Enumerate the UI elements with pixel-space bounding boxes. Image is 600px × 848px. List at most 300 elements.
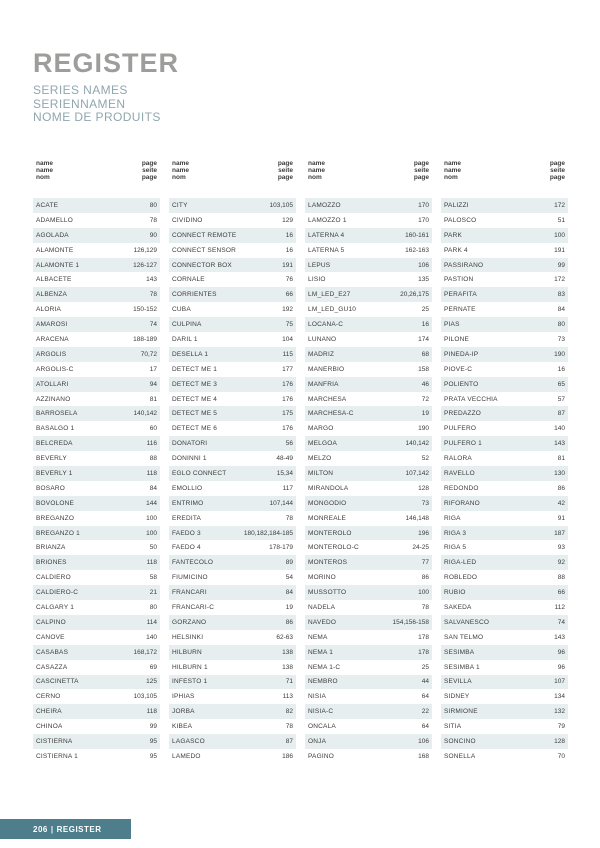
series-name: PALIZZI — [444, 201, 469, 209]
series-name: RUBIO — [444, 589, 466, 597]
register-row — [169, 258, 296, 273]
register-row — [441, 630, 568, 645]
page-number: 88 — [557, 574, 565, 582]
register-row — [441, 243, 568, 258]
page-number: 64 — [421, 723, 429, 731]
series-name: RALORA — [444, 455, 472, 463]
register-row — [33, 660, 160, 675]
series-name: FAEDO 3 — [172, 529, 201, 537]
series-name: EMOLLIO — [172, 484, 203, 492]
register-row — [169, 526, 296, 541]
register-row — [305, 272, 432, 287]
register-row — [441, 198, 568, 213]
page-number: 115 — [282, 350, 293, 358]
register-row — [305, 645, 432, 660]
header-name-label: nom — [172, 174, 186, 181]
page-number: 69 — [149, 663, 157, 671]
page-number: 114 — [146, 618, 157, 626]
page-number: 107,142 — [405, 469, 429, 477]
register-row — [169, 734, 296, 749]
register-row — [33, 615, 160, 630]
series-name: EREDITA — [172, 514, 202, 522]
series-name: LAMEDO — [172, 752, 201, 760]
series-name: AZZINANO — [36, 395, 71, 403]
page-number: 118 — [146, 469, 157, 477]
series-name: PARK — [444, 231, 463, 239]
series-name: MONREALE — [308, 514, 347, 522]
register-row — [305, 704, 432, 719]
header-name-label: nom — [36, 174, 50, 181]
register-row — [441, 540, 568, 555]
header-page-label: seite — [278, 167, 293, 174]
page-number: 125 — [146, 678, 157, 686]
register-row — [33, 540, 160, 555]
page-number: 25 — [421, 663, 429, 671]
page-number: 86 — [421, 574, 429, 582]
page-number: 50 — [149, 544, 157, 552]
page-number: 100 — [554, 231, 565, 239]
page-number: 52 — [421, 455, 429, 463]
page-number: 100 — [418, 589, 429, 597]
register-row — [33, 198, 160, 213]
register-row — [169, 317, 296, 332]
register-row — [33, 377, 160, 392]
series-name: LEPUS — [308, 261, 331, 269]
series-name: CASAZZA — [36, 663, 68, 671]
page-number: 128 — [554, 738, 565, 745]
series-name: RIGA 3 — [444, 529, 467, 537]
series-name: DARIL 1 — [172, 335, 198, 343]
page-number: 60 — [149, 425, 157, 433]
register-row — [305, 630, 432, 645]
series-name: INFESTO 1 — [172, 678, 208, 686]
register-row — [169, 347, 296, 362]
series-name: CALDIERO — [36, 574, 71, 582]
register-row — [33, 302, 160, 317]
series-name: NEMA 1-C — [308, 663, 341, 671]
register-row — [305, 377, 432, 392]
register-row — [33, 347, 160, 362]
register-rows — [441, 198, 568, 764]
series-name: BASALGO 1 — [36, 425, 75, 433]
register-row — [169, 466, 296, 481]
series-name: FIUMICINO — [172, 574, 208, 582]
header-page-label: page — [413, 174, 429, 181]
page-number: 99 — [149, 723, 157, 731]
register-row — [169, 704, 296, 719]
register-row — [33, 258, 160, 273]
page-number: 113 — [282, 693, 293, 701]
register-row — [33, 287, 160, 302]
register-row — [169, 451, 296, 466]
column-header — [441, 160, 568, 181]
series-name: CISTIERNA — [36, 738, 73, 745]
series-name: BEVERLY — [36, 455, 67, 463]
series-name: SAN TELMO — [444, 633, 484, 641]
register-row — [305, 526, 432, 541]
series-name: CULPINA — [172, 321, 202, 329]
series-name: ROBLEDO — [444, 574, 478, 582]
series-name: MIRANDOLA — [308, 484, 349, 492]
page-number: 81 — [149, 395, 157, 403]
register-row — [33, 600, 160, 615]
page-number: 138 — [282, 648, 293, 656]
register-row — [305, 555, 432, 570]
series-name: DETECT ME 6 — [172, 425, 218, 433]
register-row — [169, 675, 296, 690]
page-number: 19 — [285, 603, 293, 611]
register-column — [169, 160, 296, 764]
page-number: 99 — [557, 261, 565, 269]
page-number: 48-49 — [276, 455, 293, 463]
register-row — [169, 540, 296, 555]
series-name: ALAMONTE — [36, 246, 74, 254]
series-name: ENTRIMO — [172, 499, 204, 507]
series-name: CONNECT REMOTE — [172, 231, 237, 239]
page-number: 93 — [557, 544, 565, 552]
series-name: MANFRIA — [308, 380, 339, 388]
column-header — [169, 160, 296, 181]
series-name: CONNECTOR BOX — [172, 261, 232, 269]
page-number: 79 — [557, 723, 565, 731]
register-row — [441, 451, 568, 466]
header-name-label: name — [172, 160, 189, 167]
register-row — [169, 272, 296, 287]
register-row — [441, 749, 568, 764]
header-page-label: page — [277, 160, 293, 167]
page-number: 168,172 — [133, 648, 157, 656]
page-number: 190 — [554, 350, 565, 358]
page-number: 16 — [285, 231, 293, 239]
page-number: 144 — [146, 499, 157, 507]
page-number: 73 — [421, 499, 429, 507]
series-name: HILBURN — [172, 648, 202, 656]
page-number: 46 — [421, 380, 429, 388]
page-number: 73 — [557, 335, 565, 343]
series-name: ATOLLARI — [36, 380, 69, 388]
register-row — [441, 287, 568, 302]
register-row — [169, 481, 296, 496]
page-number: 66 — [557, 589, 565, 597]
register-row — [169, 496, 296, 511]
series-name: PARK 4 — [444, 246, 468, 254]
series-name: ALORIA — [36, 306, 62, 314]
page-number: 186 — [282, 752, 293, 760]
series-name: FANTECOLO — [172, 559, 214, 567]
page-number: 81 — [557, 455, 565, 463]
series-name: MONTEROLO — [308, 529, 352, 537]
series-name: CALPINO — [36, 618, 66, 626]
series-name: CALGARY 1 — [36, 603, 75, 611]
register-row — [305, 406, 432, 421]
footer-separator: | — [50, 824, 54, 834]
register-row — [33, 228, 160, 243]
register-row — [169, 332, 296, 347]
register-row — [33, 585, 160, 600]
page-number: 140,142 — [133, 410, 157, 418]
register-row — [305, 362, 432, 377]
register-row — [441, 675, 568, 690]
page-number: 77 — [421, 559, 429, 567]
series-name: NEMBRO — [308, 678, 338, 686]
page-number: 176 — [282, 380, 293, 388]
page-number: 104 — [282, 335, 293, 343]
header-page-label: page — [413, 160, 429, 167]
series-name: CONNECT SENSOR — [172, 246, 237, 254]
register-row — [441, 734, 568, 749]
page-number: 180,182,184-185 — [243, 529, 293, 537]
register-row — [169, 660, 296, 675]
page-number: 154,156-158 — [392, 618, 429, 626]
series-name: ALBACETE — [36, 276, 72, 284]
page-number: 42 — [557, 499, 565, 507]
series-name: ACATE — [36, 201, 59, 209]
page-number: 126-127 — [133, 261, 157, 269]
series-name: RAVELLO — [444, 469, 475, 477]
page-subtitles — [33, 84, 161, 125]
register-row — [441, 600, 568, 615]
series-name: DETECT ME 4 — [172, 395, 218, 403]
register-row — [33, 392, 160, 407]
series-name: BREGANZO — [36, 514, 75, 522]
register-row — [305, 615, 432, 630]
series-name: CUBA — [172, 306, 191, 314]
subtitle-seriennamen: SERIENNAMEN — [33, 96, 126, 111]
register-row — [441, 436, 568, 451]
series-name: PAGINO — [308, 752, 335, 760]
column-header — [305, 160, 432, 181]
page-number: 83 — [557, 291, 565, 299]
series-name: PRATA VECCHIA — [444, 395, 498, 403]
register-row — [441, 406, 568, 421]
series-name: LM_LED_E27 — [308, 291, 351, 299]
series-name: MARCHESA — [308, 395, 347, 403]
page-number: 143 — [146, 276, 157, 284]
register-row — [441, 302, 568, 317]
series-name: SALVANESCO — [444, 618, 490, 626]
page-number: 70 — [557, 752, 565, 760]
register-row — [441, 377, 568, 392]
register-row — [305, 436, 432, 451]
series-name: LATERNA 5 — [308, 246, 345, 254]
register-row — [305, 347, 432, 362]
page-number: 22 — [421, 708, 429, 716]
register-row — [33, 496, 160, 511]
register-row — [169, 615, 296, 630]
series-name: BELCREDA — [36, 440, 73, 448]
register-row — [305, 660, 432, 675]
page-number: 20,26,175 — [400, 291, 429, 299]
page-number: 16 — [557, 365, 565, 373]
series-name: BREGANZO 1 — [36, 529, 80, 537]
page-number: 17 — [149, 365, 157, 373]
page-number: 170 — [418, 201, 429, 209]
page-number: 188-189 — [133, 335, 157, 343]
register-columns — [33, 160, 568, 764]
register-row — [33, 630, 160, 645]
page-number: 129 — [282, 216, 293, 224]
register-row — [169, 228, 296, 243]
register-row — [169, 570, 296, 585]
series-name: NISIA-C — [308, 708, 334, 716]
register-row — [305, 600, 432, 615]
series-name: KIBEA — [172, 723, 193, 731]
register-row — [33, 704, 160, 719]
series-name: DETECT ME 1 — [172, 365, 218, 373]
series-name: MANERBIO — [308, 365, 345, 373]
series-name: EGLO CONNECT — [172, 469, 227, 477]
page-number: 78 — [285, 514, 293, 522]
register-row — [441, 362, 568, 377]
page-number: 158 — [418, 365, 429, 373]
series-name: DONATORI — [172, 440, 208, 448]
footer-page-number: 206 — [33, 824, 48, 834]
series-name: MARCHESA-C — [308, 410, 354, 418]
series-name: DONINNI 1 — [172, 455, 207, 463]
page-number: 80 — [557, 321, 565, 329]
register-row — [169, 719, 296, 734]
register-row — [305, 585, 432, 600]
series-name: AGOLADA — [36, 231, 69, 239]
register-row — [441, 228, 568, 243]
page-number: 84 — [149, 484, 157, 492]
register-row — [169, 377, 296, 392]
series-name: BARROSELA — [36, 410, 78, 418]
register-row — [441, 392, 568, 407]
page-number: 75 — [285, 321, 293, 329]
series-name: FRANCARI-C — [172, 603, 215, 611]
register-row — [305, 719, 432, 734]
page-number: 56 — [285, 440, 293, 448]
register-row — [441, 719, 568, 734]
register-row — [33, 272, 160, 287]
register-row — [441, 615, 568, 630]
series-name: NADELA — [308, 603, 336, 611]
register-row — [169, 302, 296, 317]
register-row — [33, 570, 160, 585]
series-name: RIGA-LED — [444, 559, 477, 567]
page-number: 117 — [282, 484, 293, 492]
series-name: PIOVE-C — [444, 365, 473, 373]
series-name: GORZANO — [172, 618, 207, 626]
page-number: 57 — [557, 395, 565, 403]
page-number: 58 — [149, 574, 157, 582]
series-name: CISTIERNA 1 — [36, 752, 78, 760]
register-row — [441, 511, 568, 526]
register-column — [441, 160, 568, 764]
register-row — [33, 734, 160, 749]
register-row — [305, 689, 432, 704]
page-number: 177 — [282, 365, 293, 373]
register-row — [169, 630, 296, 645]
series-name: HILBURN 1 — [172, 663, 208, 671]
register-row — [33, 645, 160, 660]
page-number: 64 — [421, 693, 429, 701]
header-name-label: nom — [308, 174, 322, 181]
header-name-label: nom — [444, 174, 458, 181]
register-row — [441, 421, 568, 436]
register-row — [305, 481, 432, 496]
series-name: PREDAZZO — [444, 410, 481, 418]
page-number: 192 — [282, 306, 293, 314]
series-name: PERAFITA — [444, 291, 477, 299]
register-row — [305, 466, 432, 481]
series-name: PIAS — [444, 321, 460, 329]
series-name: PERNATE — [444, 306, 476, 314]
register-row — [33, 511, 160, 526]
series-name: LAMOZZO — [308, 201, 341, 209]
page-number: 118 — [146, 708, 157, 716]
series-name: ADAMELLO — [36, 216, 74, 224]
series-name: PASSIRANO — [444, 261, 484, 269]
register-row — [305, 198, 432, 213]
series-name: MONTEROLO-C — [308, 544, 359, 552]
register-row — [305, 675, 432, 690]
series-name: LM_LED_GU10 — [308, 306, 357, 314]
series-name: LUNANO — [308, 335, 337, 343]
page-number: 118 — [146, 559, 157, 567]
page-number: 91 — [557, 514, 565, 522]
register-row — [305, 540, 432, 555]
page-number: 140 — [146, 633, 157, 641]
series-name: ARACENA — [36, 335, 69, 343]
page-number: 96 — [557, 663, 565, 671]
register-row — [441, 645, 568, 660]
series-name: MUSSOTTO — [308, 589, 347, 597]
register-row — [441, 704, 568, 719]
series-name: LISIO — [308, 276, 326, 284]
page-number: 190 — [418, 425, 429, 433]
page-number: 172 — [554, 201, 565, 209]
header-page-label: seite — [414, 167, 429, 174]
page-number: 21 — [149, 589, 157, 597]
series-name: AMAROSI — [36, 321, 68, 329]
page-number: 140,142 — [405, 440, 429, 448]
register-row — [169, 287, 296, 302]
page-number: 74 — [557, 618, 565, 626]
page-number: 89 — [285, 559, 293, 567]
series-name: CIVIDINO — [172, 216, 203, 224]
series-name: DESELLA 1 — [172, 350, 209, 358]
subtitle-series-names: SERIES NAMES — [33, 83, 128, 97]
register-row — [33, 555, 160, 570]
page-number: 135 — [418, 276, 429, 284]
series-name: ARGOLIS — [36, 350, 67, 358]
register-row — [33, 213, 160, 228]
register-row — [169, 213, 296, 228]
page-number: 191 — [282, 261, 293, 269]
series-name: PULFERO 1 — [444, 440, 482, 448]
page-number: 84 — [285, 589, 293, 597]
series-name: RIGA — [444, 514, 461, 522]
page-number: 143 — [554, 633, 565, 641]
register-rows — [33, 198, 160, 764]
page-number: 15,34 — [276, 469, 293, 477]
series-name: PILONE — [444, 335, 470, 343]
register-column — [305, 160, 432, 764]
series-name: CERNO — [36, 693, 61, 701]
page-number: 87 — [557, 410, 565, 418]
register-row — [441, 332, 568, 347]
page-number: 160-161 — [405, 231, 429, 239]
subtitle-nome-de-produits: NOME DE PRODUITS — [33, 110, 161, 124]
register-row — [33, 675, 160, 690]
register-row — [305, 392, 432, 407]
header-page-label: page — [277, 174, 293, 181]
page-number: 168 — [418, 752, 429, 760]
register-rows — [305, 198, 432, 764]
register-row — [441, 347, 568, 362]
